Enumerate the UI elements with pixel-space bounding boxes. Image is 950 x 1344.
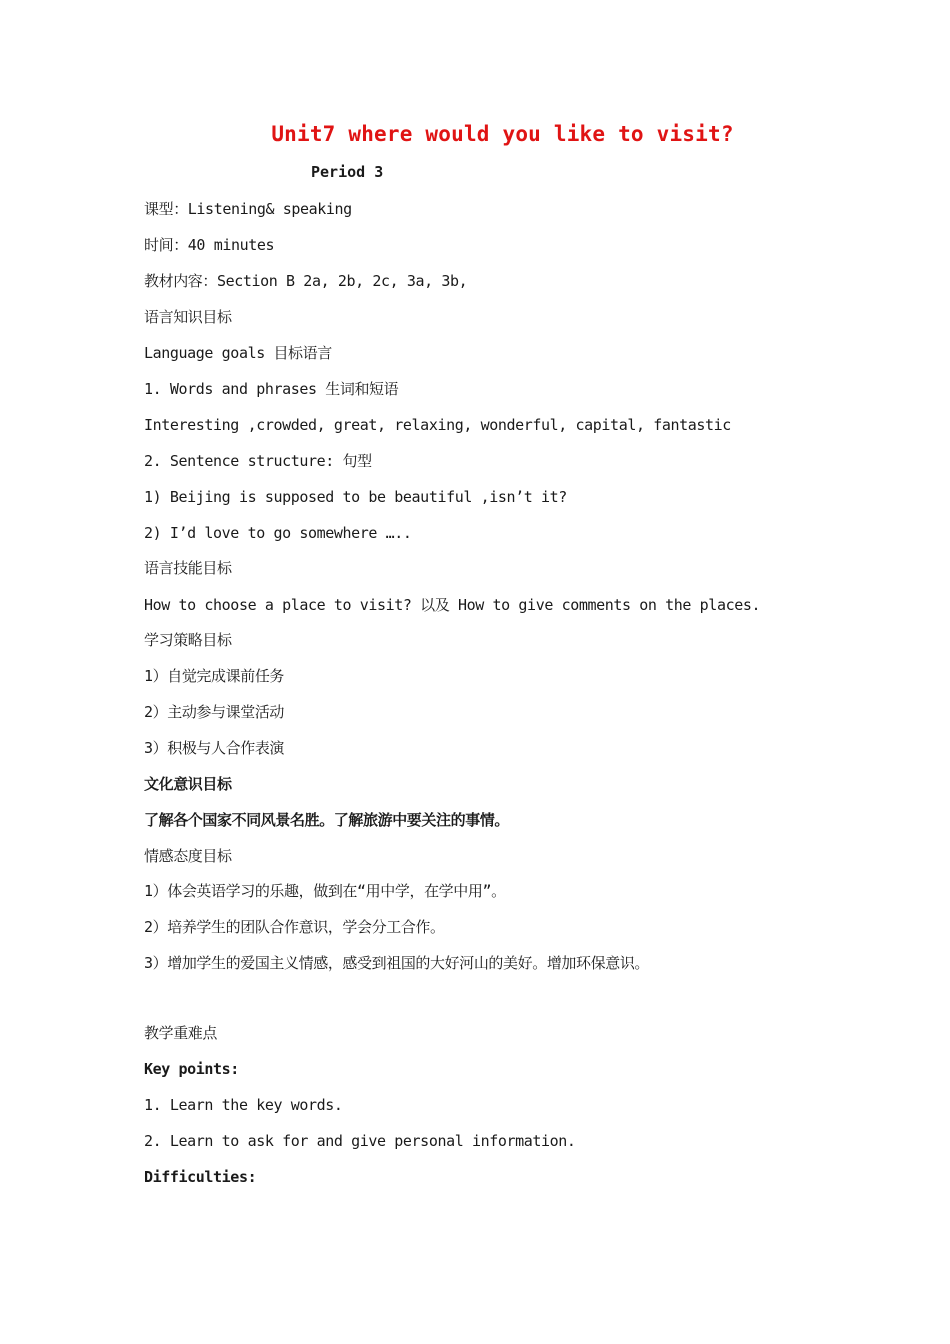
emotion-item-3: 3）增加学生的爱国主义情感，感受到祖国的大好河山的美好。增加环保意识。 <box>144 954 650 972</box>
document-title: Unit7 where would you like to visit? <box>271 122 734 146</box>
sentence-1: 1) Beijing is supposed to be beautiful ,isn’t it? <box>144 488 567 506</box>
language-goals-heading: Language goals 目标语言 <box>144 344 332 362</box>
strategy-item-3: 3）积极与人合作表演 <box>144 739 285 757</box>
culture-goal-heading: 文化意识目标 <box>144 775 232 793</box>
strategy-item-2: 2）主动参与课堂活动 <box>144 703 285 721</box>
strategy-goal-heading: 学习策略目标 <box>144 631 232 649</box>
skill-goal-text: How to choose a place to visit? 以及 How to give comments on the places. <box>144 596 761 614</box>
difficulties-heading: Difficulties: <box>144 1168 257 1186</box>
emotion-goal-heading: 情感态度目标 <box>144 847 232 865</box>
time-line: 时间：40 minutes <box>144 236 275 254</box>
skill-goal-heading: 语言技能目标 <box>144 559 232 577</box>
emotion-item-2: 2）培养学生的团队合作意识，学会分工合作。 <box>144 918 445 936</box>
key-point-2: 2. Learn to ask for and give personal information. <box>144 1132 576 1150</box>
emotion-item-1: 1）体会英语学习的乐趣，做到在“用中学，在学中用”。 <box>144 882 506 900</box>
knowledge-goal-heading: 语言知识目标 <box>144 308 232 326</box>
lesson-type-line: 课型：Listening& speaking <box>144 200 352 218</box>
key-points-heading: Key points: <box>144 1060 239 1078</box>
content-line: 教材内容：Section B 2a, 2b, 2c, 3a, 3b, <box>144 272 468 290</box>
words-phrases-heading: 1. Words and phrases 生词和短语 <box>144 380 399 398</box>
culture-goal-text: 了解各个国家不同风景名胜。了解旅游中要关注的事情。 <box>144 811 510 829</box>
strategy-item-1: 1）自觉完成课前任务 <box>144 667 285 685</box>
sentence-2: 2) I’d love to go somewhere ….. <box>144 524 412 542</box>
sentence-structure-heading: 2. Sentence structure: 句型 <box>144 452 372 470</box>
vocabulary-list: Interesting ,crowded, great, relaxing, wonderful, capital, fantastic <box>144 416 731 434</box>
key-point-1: 1. Learn the key words. <box>144 1096 343 1114</box>
period-label: Period 3 <box>311 163 384 181</box>
key-difficult-heading: 教学重难点 <box>144 1024 218 1042</box>
